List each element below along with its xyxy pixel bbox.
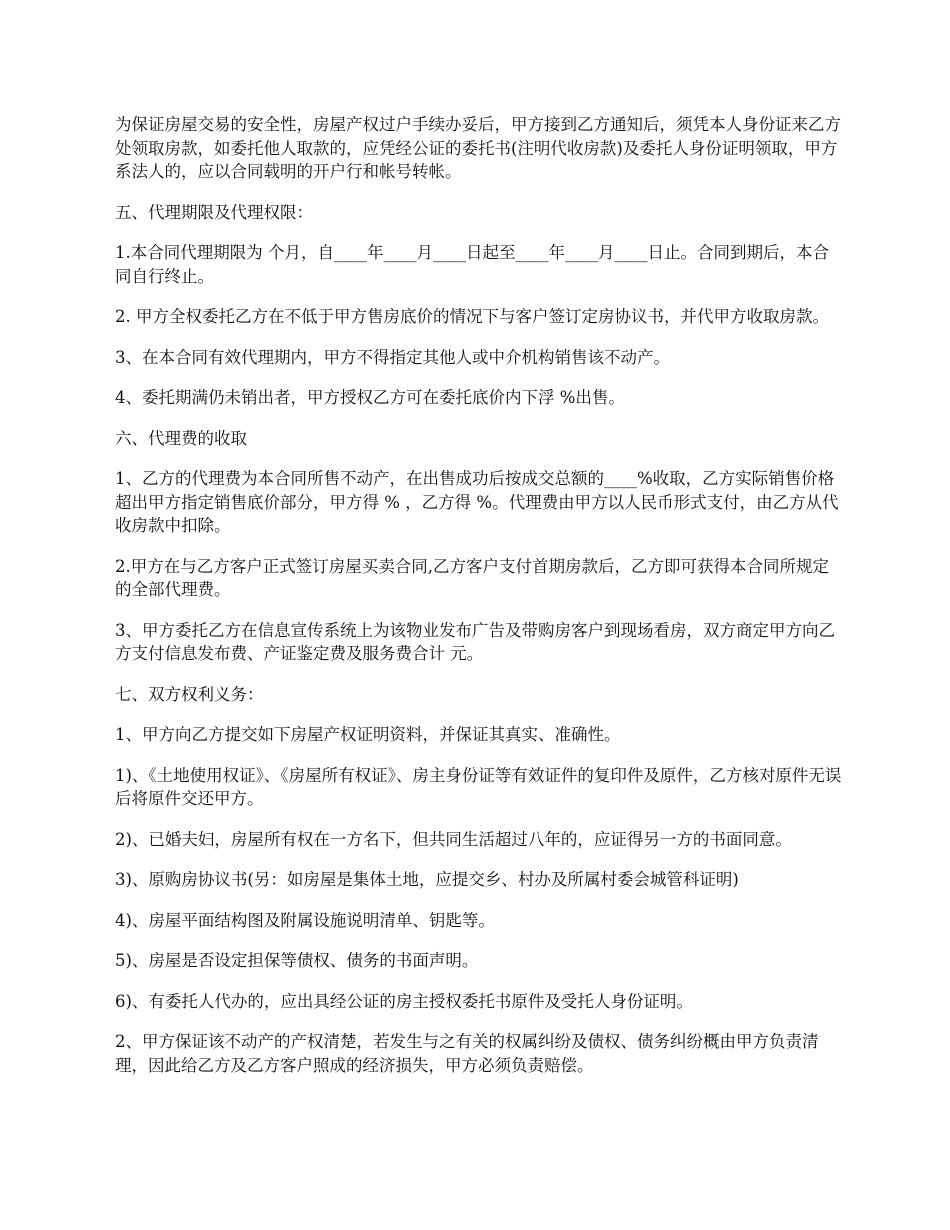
- paragraph-payment-collection: 为保证房屋交易的安全性，房屋产权过户手续办妥后，甲方接到乙方通知后，须凭本人身份证来乙方处领取房款，如委托他人取款的，应凭经公证的委托书(注明代收房款)及委托人身份证明领取，甲方系法人的，应以合同载明的开户行和帐号转帐。: [115, 115, 841, 181]
- paragraph-6-3: 3、甲方委托乙方在信息宣传系统上为该物业发布广告及带购房客户到现场看房，双方商定甲方向乙方支付信息发布费、产证鉴定费及服务费合计 元。: [115, 620, 835, 663]
- section-heading-7: 七、双方权利义务：: [115, 684, 264, 704]
- paragraph-7-1-6: 6)、有委托人代办的，应出具经公证的房主授权委托书原件及受托人身份证明。: [115, 991, 693, 1011]
- document-body: [115, 113, 842, 1094]
- paragraph-5-1: 1.本合同代理期限为 个月，自____年____月____日起至____年____月____日止。合同到期后，本合同自行终止。: [115, 243, 829, 286]
- paragraph-7-1-3: 3)、原购房协议书(另：如房屋是集体土地，应提交乡、村办及所属村委会城管科证明): [115, 870, 739, 889]
- paragraph-5-3: 3、在本合同有效代理期内，甲方不得指定其他人或中介机构销售该不动产。: [115, 347, 670, 367]
- paragraph-7-1: 1、甲方向乙方提交如下房屋产权证明资料，并保证其真实、准确性。: [115, 725, 621, 744]
- paragraph-7-2: 2、甲方保证该不动产的产权清楚，若发生与之有关的权属纠纷及债权、债务纠纷概由甲方负责清理，因此给乙方及乙方客户照成的经济损失，甲方必须负责赔偿。: [115, 1032, 819, 1075]
- paragraph-7-1-1: 1)、《土地使用权证》、《房屋所有权证》、房主身份证等有效证件的复印件及原件，乙方核对原件无误后将原件交还甲方。: [115, 765, 842, 808]
- section-heading-6: 六、代理费的收取: [115, 428, 247, 448]
- paragraph-5-2: 2. 甲方全权委托乙方在不低于甲方售房底价的情况下与客户签订定房协议书，并代甲方收取房款。: [115, 307, 829, 326]
- paragraph-7-1-5: 5)、房屋是否设定担保等债权、债务的书面声明。: [115, 951, 479, 970]
- paragraph-6-2: 2.甲方在与乙方客户正式签订房屋买卖合同,乙方客户支付首期房款后，乙方即可获得本合同所规定的全部代理费。: [115, 556, 829, 599]
- section-heading-5: 五、代理期限及代理权限：: [115, 202, 313, 222]
- paragraph-6-1: 1、乙方的代理费为本合同所售不动产，在出售成功后按成交总额的____%收取，乙方实际销售价格超出甲方指定销售底价部分，甲方得 % ，乙方得 %。代理费由甲方以人民币形式支付，由乙方从代收房款中扣除。: [115, 469, 839, 535]
- paragraph-5-4: 4、委托期满仍未销出者，甲方授权乙方可在委托底价内下浮 %出售。: [115, 388, 625, 407]
- paragraph-7-1-4: 4)、房屋平面结构图及附属设施说明清单、钥匙等。: [115, 910, 495, 930]
- paragraph-7-1-2: 2)、已婚夫妇，房屋所有权在一方名下，但共同生活超过八年的，应证得另一方的书面同意。: [115, 829, 792, 849]
